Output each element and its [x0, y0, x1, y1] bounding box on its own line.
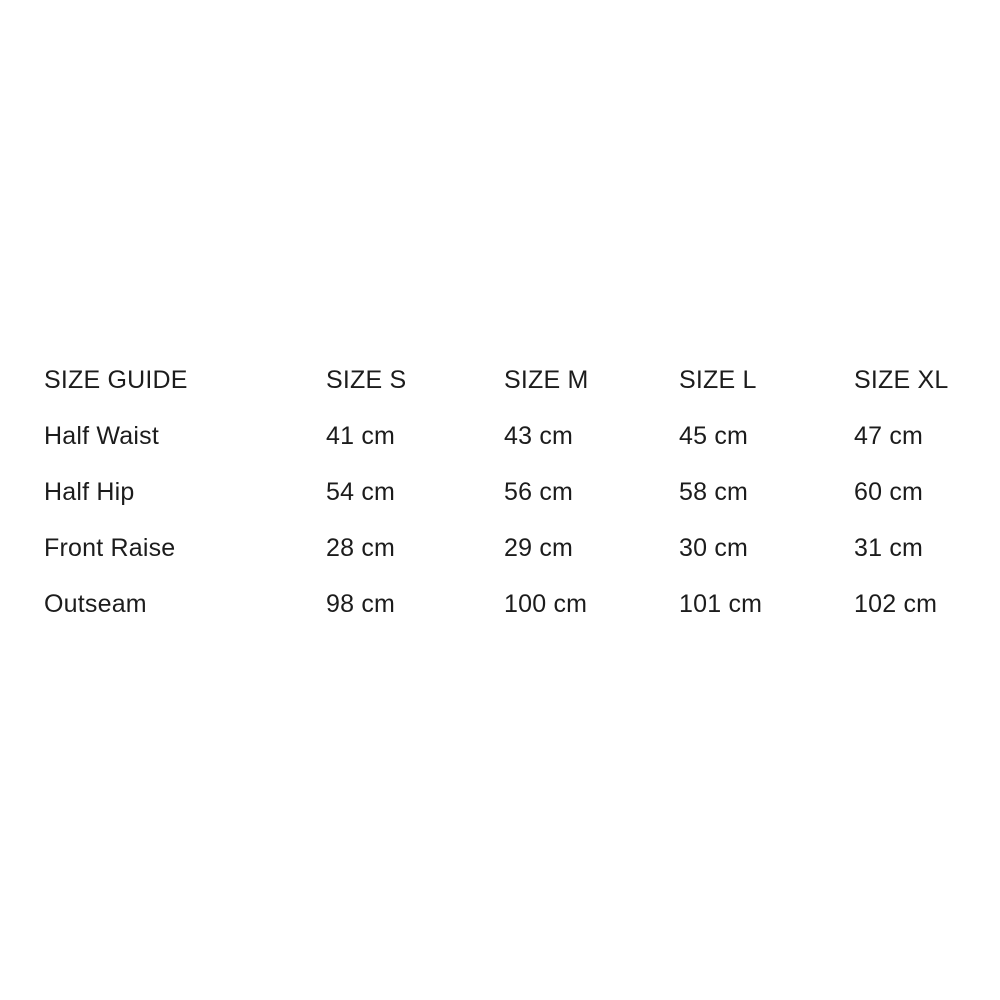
- size-guide-table: [44, 368, 956, 617]
- row-label-outseam: Outseam: [44, 590, 147, 618]
- cell-half-hip-m: 56 cm: [504, 478, 574, 506]
- cell-front-raise-xl: 31 cm: [854, 534, 924, 562]
- cell-half-waist-l: 45 cm: [679, 422, 749, 450]
- table-row: [44, 480, 956, 536]
- row-label-half-waist: Half Waist: [44, 422, 159, 450]
- cell-half-hip-s: 54 cm: [326, 478, 396, 506]
- cell-outseam-s: 98 cm: [326, 590, 396, 618]
- column-header-size-xl: SIZE XL: [854, 366, 949, 394]
- column-header-size-l: SIZE L: [679, 366, 757, 394]
- column-header-measurement: SIZE GUIDE: [44, 366, 188, 394]
- row-label-half-hip: Half Hip: [44, 478, 135, 506]
- table-header: [44, 368, 956, 424]
- cell-outseam-xl: 102 cm: [854, 590, 938, 618]
- cell-half-waist-xl: 47 cm: [854, 422, 924, 450]
- cell-front-raise-m: 29 cm: [504, 534, 574, 562]
- cell-front-raise-s: 28 cm: [326, 534, 396, 562]
- size-guide-container: [44, 368, 956, 617]
- cell-front-raise-l: 30 cm: [679, 534, 749, 562]
- cell-half-waist-m: 43 cm: [504, 422, 574, 450]
- cell-outseam-l: 101 cm: [679, 590, 763, 618]
- cell-outseam-m: 100 cm: [504, 590, 588, 618]
- cell-half-waist-s: 41 cm: [326, 422, 396, 450]
- row-label-front-raise: Front Raise: [44, 534, 176, 562]
- table-row: [44, 536, 956, 592]
- table-row: [44, 592, 956, 617]
- cell-half-hip-xl: 60 cm: [854, 478, 924, 506]
- table-header-row: [44, 368, 956, 424]
- cell-half-hip-l: 58 cm: [679, 478, 749, 506]
- table-row: [44, 424, 956, 480]
- table-body: [44, 424, 956, 617]
- column-header-size-s: SIZE S: [326, 366, 407, 394]
- column-header-size-m: SIZE M: [504, 366, 589, 394]
